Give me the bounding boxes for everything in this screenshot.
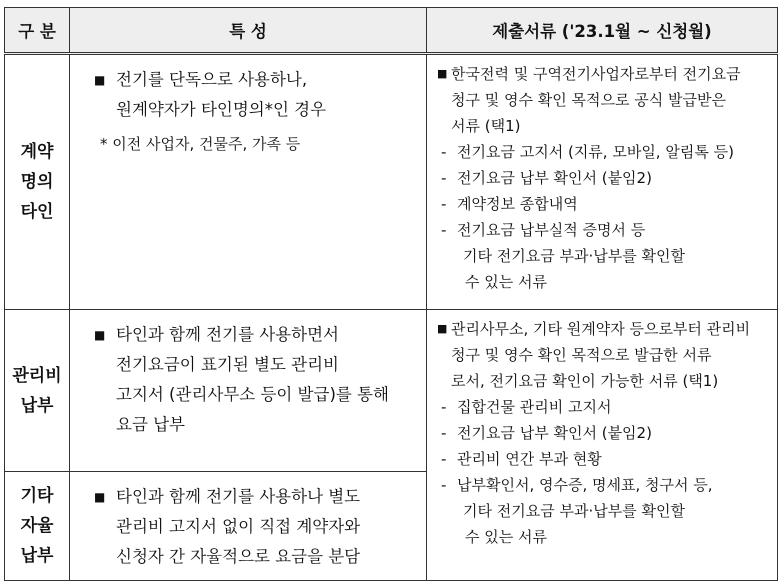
feature-line: 전기요금이 표기된 별도 관리비 [116, 355, 339, 374]
docs-head-line: 한국전력 및 구역전기사업자로부터 전기요금 [451, 65, 741, 83]
docs-head-line: 청구 및 영수 확인 목적으로 발급한 서류 [451, 346, 712, 364]
docs-head-line: 로서, 전기요금 확인이 가능한 서류 (택1) [451, 372, 719, 390]
label-line: 계약 [20, 142, 54, 162]
label-line: 기타 [20, 486, 54, 506]
feature-line: 타인과 함께 전기를 사용하나 별도 [116, 487, 361, 506]
header-feature: 특 성 [70, 8, 427, 54]
doc-item [439, 472, 771, 550]
dash-icon: - [441, 450, 447, 468]
eligibility-table [4, 7, 778, 581]
doc-line: 기타 전기요금 부과·납부를 확인할 [463, 247, 685, 265]
feature-line: 신청자 간 자율적으로 요금을 분담 [116, 547, 361, 566]
header-category: 구 분 [5, 8, 70, 54]
dash-icon: - [441, 424, 447, 442]
dash-icon: - [441, 476, 447, 494]
feature-line: 전기를 단독으로 사용하나, [116, 70, 308, 89]
doc-line: 수 있는 서류 [465, 273, 547, 291]
doc-item [439, 191, 771, 217]
feature-line: 타인과 함께 전기를 사용하면서 [116, 325, 339, 344]
doc-item [439, 139, 771, 165]
doc-line: 납부확인서, 영수증, 명세표, 청구서 등, [457, 476, 713, 494]
dash-icon: - [441, 169, 447, 187]
doc-line: 전기요금 납부 확인서 (붙임2) [457, 424, 652, 442]
doc-line: 계약정보 종합내역 [457, 195, 578, 213]
documents-cell [427, 310, 778, 581]
doc-line: 전기요금 납부 확인서 (붙임2) [457, 169, 652, 187]
docs-head [439, 61, 771, 139]
dash-icon: - [441, 195, 447, 213]
doc-line: 전기요금 납부실적 증명서 등 [457, 221, 646, 239]
label-line: 관리비 [12, 365, 62, 386]
docs-head-line: 관리사무소, 기타 원계약자 등으로부터 관리비 [451, 320, 751, 338]
dash-icon: - [441, 143, 447, 161]
doc-line: 기타 전기요금 부과·납부를 확인할 [463, 502, 685, 520]
dash-icon: - [441, 398, 447, 416]
doc-line: 관리비 연간 부과 현황 [457, 450, 602, 468]
dash-icon: - [441, 221, 447, 239]
row-label [5, 472, 70, 581]
square-bullet-icon: ■ [94, 73, 106, 87]
feature-item [94, 65, 416, 125]
feature-item [94, 320, 416, 440]
table-row [5, 310, 778, 472]
square-bullet-icon: ■ [94, 328, 106, 342]
feature-line: 요금 납부 [116, 415, 186, 434]
square-bullet-icon: ■ [437, 67, 448, 80]
documents-cell [427, 54, 778, 310]
label-line: 납부 [20, 395, 54, 416]
doc-line: 집합건물 관리비 고지서 [457, 398, 612, 416]
docs-head-line: 청구 및 영수 확인 목적으로 공식 발급받은 [451, 91, 726, 109]
square-bullet-icon: ■ [94, 490, 106, 504]
doc-item [439, 165, 771, 191]
feature-note: * 이전 사업자, 건물주, 가족 등 [100, 135, 301, 153]
feature-line: 관리비 고지서 없이 직접 계약자와 [116, 517, 361, 536]
feature-cell [70, 310, 427, 472]
doc-item [439, 394, 771, 420]
feature-cell [70, 54, 427, 310]
label-line: 자율 [20, 516, 54, 536]
docs-head-line: 서류 (택1) [451, 117, 521, 135]
table-row [5, 54, 778, 310]
row-label [5, 310, 70, 472]
feature-cell [70, 472, 427, 581]
doc-item [439, 217, 771, 295]
row-label [5, 54, 70, 310]
square-bullet-icon: ■ [437, 322, 448, 335]
label-line: 타인 [20, 202, 54, 222]
feature-line: 원계약자가 타인명의*인 경우 [116, 100, 327, 119]
doc-line: 전기요금 고지서 (지류, 모바일, 알림톡 등) [457, 143, 734, 161]
feature-line: 고지서 (관리사무소 등이 발급)를 통해 [116, 385, 389, 404]
doc-line: 수 있는 서류 [465, 528, 547, 546]
label-line: 납부 [20, 546, 54, 566]
doc-item [439, 420, 771, 446]
header-documents: 제출서류 ('23.1월 ~ 신청월) [427, 8, 778, 54]
feature-item [94, 482, 416, 572]
label-line: 명의 [20, 172, 54, 192]
docs-head [439, 316, 771, 394]
doc-item [439, 446, 771, 472]
table-header-row [5, 8, 778, 54]
